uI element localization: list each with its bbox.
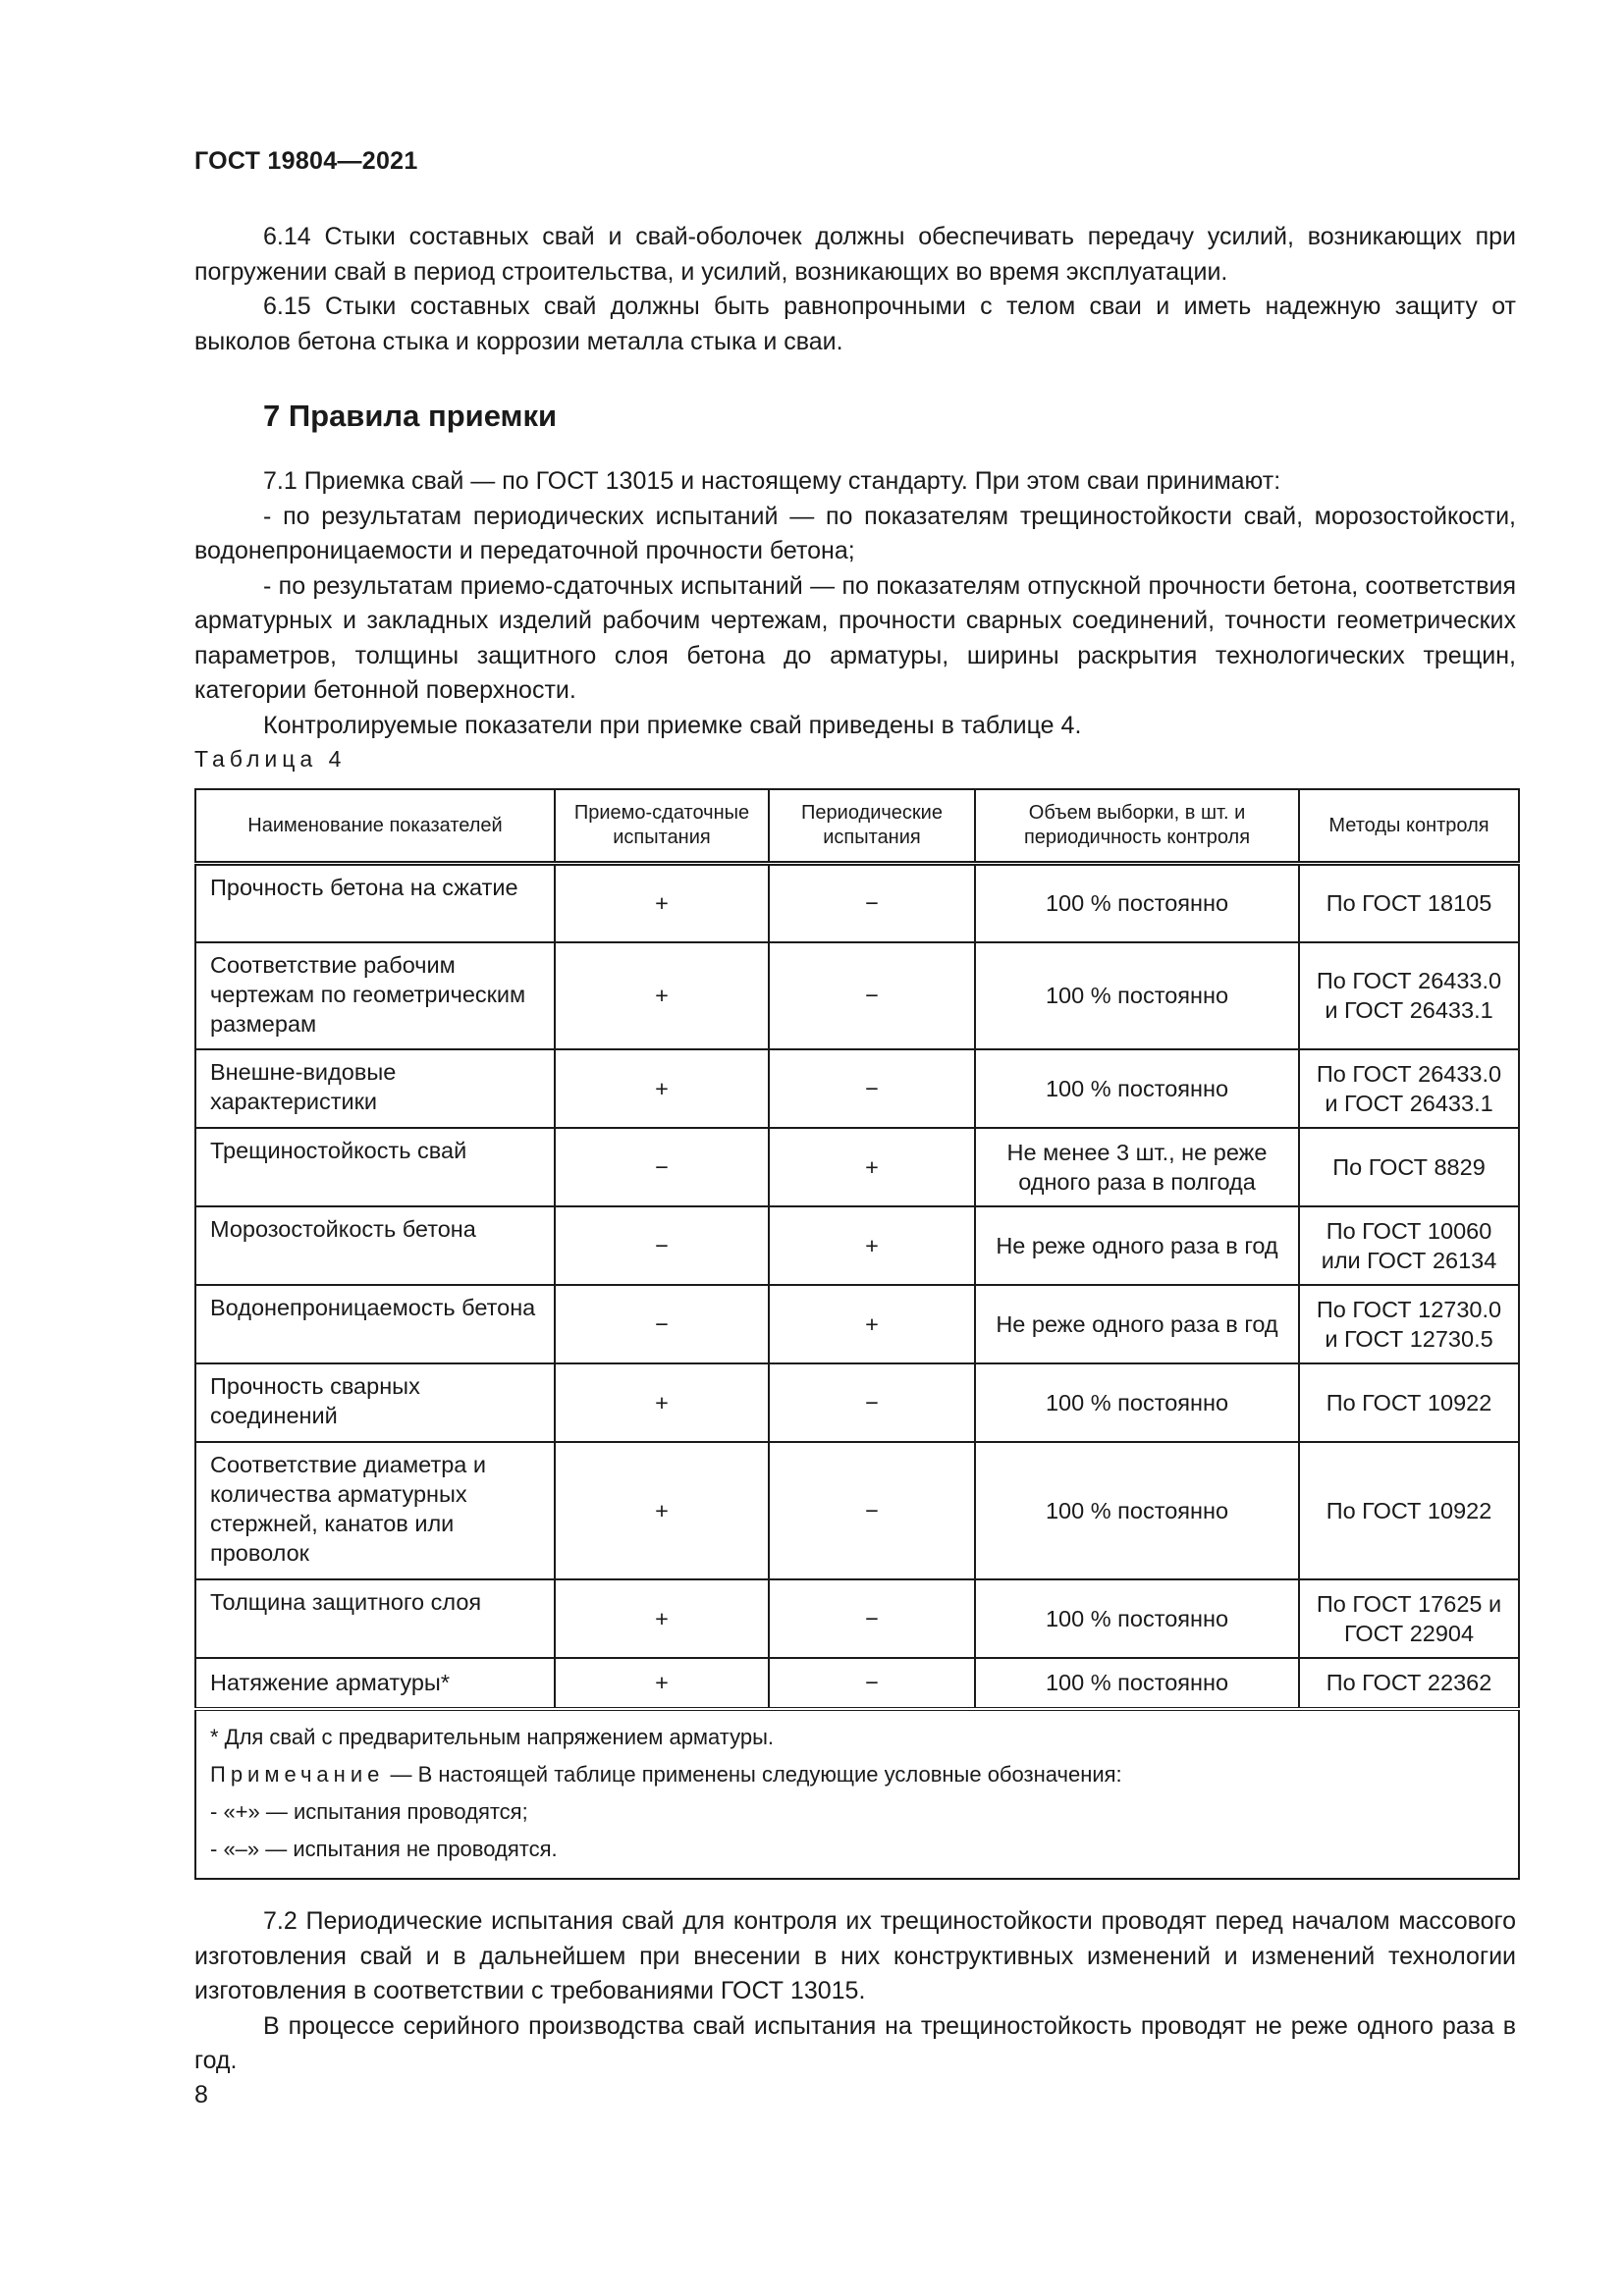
paragraph-6-14: 6.14 Стыки составных свай и свай-оболочек должны обеспечивать передачу усилий, возникающих при погружении свай в период строительства, и усилий, возникающих во время эксплуатации. [194, 223, 1516, 286]
paragraph-6-15: 6.15 Стыки составных свай должны быть равнопрочными с телом сваи и иметь надежную защиту от выколов бетона стыка и коррозии металла стыка и сваи. [194, 293, 1516, 355]
paragraph-serial: В процессе серийного производства свай испытания на трещиностойкость проводят не реже одного раза в год. [194, 2011, 1516, 2074]
document-header: ГОСТ 19804—2021 [194, 147, 418, 175]
paragraph-periodic: - по результатам периодических испытаний — по показателям трещиностойкости свай, морозостойкости, водонепроницаемости и передаточной прочности бетона; [194, 502, 1516, 564]
cell-name: Соответствие диаметра и количества арматурных стержней, канатов или проволок [195, 1442, 555, 1579]
cell-name: Толщина защитного слоя [195, 1579, 555, 1658]
paragraph-acceptance: - по результатам приемо-сдаточных испытаний — по показателям отпускной прочности бетона, соответствия арматурных и закладных изделий рабочим чертежам, прочности сварных соединений, точности геометрических параметров, толщины защитного слоя бетона до арматуры, ширины раскрытия технологических трещин, категории бетонной поверхности. [194, 571, 1516, 704]
cell-sample: 100 % постоянно [975, 1658, 1299, 1709]
cell-acceptance: + [555, 864, 769, 942]
table-notes [195, 1709, 1519, 1879]
cell-sample: Не менее 3 шт., не реже одного раза в полгода [975, 1128, 1299, 1206]
cell-acceptance: + [555, 1579, 769, 1658]
cell-method: По ГОСТ 18105 [1299, 864, 1519, 942]
cell-periodic: − [769, 1049, 975, 1128]
table-row [195, 1658, 1519, 1709]
section-title: 7 Правила приемки [263, 399, 558, 433]
cell-method: По ГОСТ 22362 [1299, 1658, 1519, 1709]
cell-name: Натяжение арматуры* [195, 1658, 555, 1709]
cell-name: Внешне-видовые характеристики [195, 1049, 555, 1128]
table-row [195, 1579, 1519, 1658]
cell-periodic: − [769, 1658, 975, 1709]
table-row [195, 1206, 1519, 1285]
cell-acceptance: + [555, 1363, 769, 1442]
cell-name: Морозостойкость бетона [195, 1206, 555, 1285]
closing-text [194, 1904, 1516, 2079]
cell-acceptance: − [555, 1285, 769, 1363]
table-row [195, 1049, 1519, 1128]
note-label: Примечание [210, 1761, 385, 1787]
cell-acceptance: + [555, 1658, 769, 1709]
cell-sample: 100 % постоянно [975, 1579, 1299, 1658]
cell-sample: 100 % постоянно [975, 942, 1299, 1049]
legend-plus: - «+» — испытания проводятся; [210, 1798, 528, 1824]
table-note [210, 1756, 1504, 1793]
cell-method: По ГОСТ 10922 [1299, 1363, 1519, 1442]
cell-periodic: − [769, 1442, 975, 1579]
table-row [195, 1128, 1519, 1206]
cell-name: Прочность сварных соединений [195, 1363, 555, 1442]
header-name: Наименование показателей [195, 789, 555, 864]
table-notes-row [195, 1709, 1519, 1879]
cell-acceptance: − [555, 1206, 769, 1285]
table-label: Таблица 4 [194, 746, 347, 772]
cell-periodic: + [769, 1285, 975, 1363]
cell-method: По ГОСТ 17625 и ГОСТ 22904 [1299, 1579, 1519, 1658]
header-periodic: Периодические испытания [769, 789, 975, 864]
cell-sample: Не реже одного раза в год [975, 1285, 1299, 1363]
cell-method: По ГОСТ 8829 [1299, 1128, 1519, 1206]
header-acceptance: Приемо-сдаточные испытания [555, 789, 769, 864]
table-header-row [195, 789, 1519, 864]
cell-method: По ГОСТ 26433.0 и ГОСТ 26433.1 [1299, 1049, 1519, 1128]
cell-periodic: − [769, 1363, 975, 1442]
cell-sample: 100 % постоянно [975, 1363, 1299, 1442]
table-footnote: * Для свай с предварительным напряжением арматуры. [210, 1724, 775, 1749]
cell-sample: Не реже одного раза в год [975, 1206, 1299, 1285]
cell-periodic: − [769, 1579, 975, 1658]
cell-method: По ГОСТ 10922 [1299, 1442, 1519, 1579]
cell-periodic: + [769, 1206, 975, 1285]
cell-name: Прочность бетона на сжатие [195, 864, 555, 942]
header-sample: Объем выборки, в шт. и периодичность контроля [975, 789, 1299, 864]
cell-acceptance: − [555, 1128, 769, 1206]
paragraph-table-ref: Контролируемые показатели при приемке свай приведены в таблице 4. [263, 711, 1082, 739]
cell-name: Трещиностойкость свай [195, 1128, 555, 1206]
cell-acceptance: + [555, 942, 769, 1049]
cell-acceptance: + [555, 1442, 769, 1579]
note-text: — В настоящей таблице применены следующие условные обозначения: [384, 1761, 1122, 1787]
page-number: 8 [194, 2081, 208, 2109]
cell-method: По ГОСТ 10060 или ГОСТ 26134 [1299, 1206, 1519, 1285]
cell-method: По ГОСТ 12730.0 и ГОСТ 12730.5 [1299, 1285, 1519, 1363]
table-row [195, 1285, 1519, 1363]
table-row [195, 864, 1519, 942]
cell-name: Водонепроницаемость бетона [195, 1285, 555, 1363]
cell-periodic: + [769, 1128, 975, 1206]
header-method: Методы контроля [1299, 789, 1519, 864]
table-row [195, 1442, 1519, 1579]
section-text [194, 464, 1516, 743]
cell-sample: 100 % постоянно [975, 1442, 1299, 1579]
cell-sample: 100 % постоянно [975, 864, 1299, 942]
table-row [195, 942, 1519, 1049]
cell-acceptance: + [555, 1049, 769, 1128]
table-row [195, 1363, 1519, 1442]
legend-minus: - «–» — испытания не проводятся. [210, 1836, 558, 1861]
cell-method: По ГОСТ 26433.0 и ГОСТ 26433.1 [1299, 942, 1519, 1049]
acceptance-table [194, 788, 1520, 1880]
cell-sample: 100 % постоянно [975, 1049, 1299, 1128]
cell-name: Соответствие рабочим чертежам по геометрическим размерам [195, 942, 555, 1049]
intro-text [194, 220, 1516, 359]
paragraph-7-2: 7.2 Периодические испытания свай для контроля их трещиностойкости проводят перед началом массового изготовления свай и в дальнейшем при внесении в них конструктивных изменений и изменений технологии изготовления в соответствии с требованиями ГОСТ 13015. [194, 1907, 1516, 2004]
paragraph-7-1: 7.1 Приемка свай — по ГОСТ 13015 и настоящему стандарту. При этом сваи принимают: [263, 467, 1281, 495]
cell-periodic: − [769, 942, 975, 1049]
cell-periodic: − [769, 864, 975, 942]
